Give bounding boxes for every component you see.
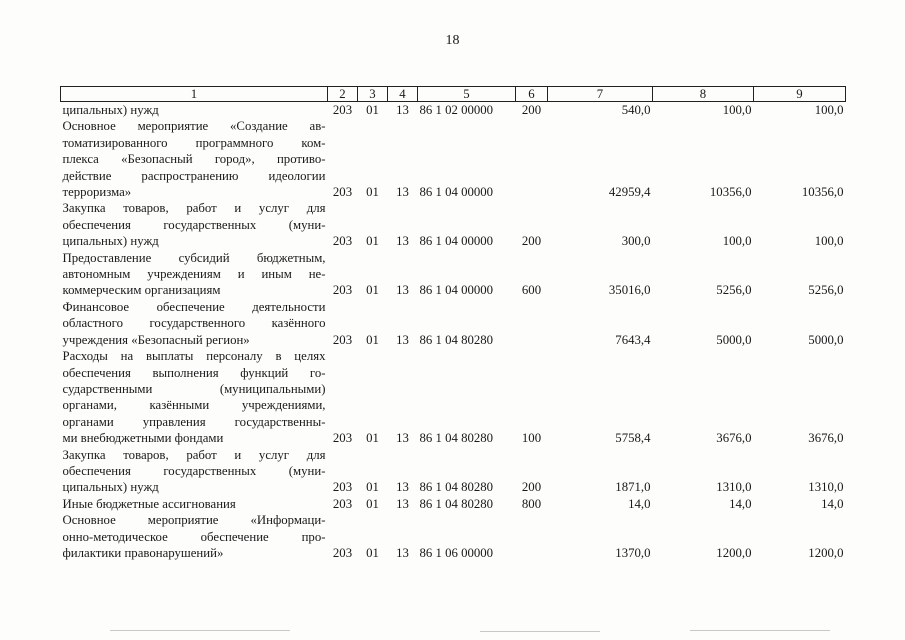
amount-year2: 1200,0: [716, 545, 752, 560]
expense-type-code: [516, 512, 548, 561]
subsection-code: 13: [396, 431, 409, 446]
target-article-code: 86 1 04 80280: [419, 431, 494, 446]
admin-code: 203: [332, 545, 353, 560]
table-row: [61, 512, 846, 561]
subsection-code: 13: [396, 103, 409, 117]
amount-year1: 1370,0: [615, 545, 651, 560]
scan-artifact: [110, 630, 290, 631]
header-row: [61, 87, 846, 102]
description-line: Закупка товаров, работ и услуг для: [62, 201, 326, 216]
table-row: [61, 447, 846, 496]
description-line: Расходы на выплаты персоналу в целях: [62, 349, 326, 364]
section-code: 01: [366, 103, 379, 117]
subsection-code: 13: [396, 480, 409, 495]
table-row: [61, 496, 846, 512]
section-code: 01: [366, 185, 379, 200]
description-line: томатизированного программного ком-: [62, 135, 326, 150]
amount-year1: 42959,4: [608, 185, 651, 200]
admin-code: 203: [332, 185, 353, 200]
target-article-code: 86 1 04 80280: [419, 480, 494, 495]
description-line: Финансовое обеспечение деятельности: [62, 299, 326, 314]
table-body: [61, 102, 846, 562]
amount-year2: 5256,0: [716, 283, 752, 298]
amount-year3: 5256,0: [808, 283, 844, 298]
header-cell-5: 5: [418, 87, 516, 102]
description-line: ципальных) нужд: [62, 234, 159, 249]
description-line: коммерческим организациям: [62, 283, 221, 298]
amount-year2: 100,0: [722, 234, 752, 249]
description-line: областного государственного казённого: [62, 316, 326, 331]
amount-year2: 10356,0: [709, 185, 752, 200]
amount-year2: 100,0: [722, 103, 752, 117]
row-description: [61, 102, 328, 119]
row-description: [61, 496, 328, 512]
page-number: 18: [445, 33, 460, 48]
admin-code: 203: [332, 431, 353, 446]
amount-year1: 300,0: [621, 234, 651, 249]
description-line: органами управления государственны-: [62, 414, 326, 429]
table-row: [61, 102, 846, 119]
amount-year3: 10356,0: [801, 185, 844, 200]
row-description: [61, 200, 328, 249]
header-cell-6: 6: [516, 87, 548, 102]
description-line: терроризма»: [62, 185, 132, 200]
target-article-code: 86 1 02 00000: [419, 103, 494, 117]
amount-year1: 5758,4: [615, 431, 651, 446]
header-cell-2: 2: [328, 87, 358, 102]
expense-type-code: 600: [521, 283, 542, 298]
description-line: автономным учреждениям и иным не-: [62, 267, 326, 282]
row-description: [61, 299, 328, 348]
amount-year3: 100,0: [814, 234, 844, 249]
amount-year1: 14,0: [628, 496, 651, 511]
row-description: [61, 512, 328, 561]
expense-type-code: 200: [521, 480, 542, 495]
description-line: обеспечения государственных (муни-: [62, 463, 326, 478]
budget-table: [60, 86, 846, 561]
section-code: 01: [366, 545, 379, 560]
expense-type-code: 800: [521, 496, 542, 511]
description-line: действие распространению идеологии: [62, 168, 326, 183]
amount-year2: 3676,0: [716, 431, 752, 446]
description-line: обеспечения выполнения функций го-: [62, 365, 326, 380]
amount-year1: 7643,4: [615, 332, 651, 347]
amount-year3: 5000,0: [808, 332, 844, 347]
expense-type-code: [516, 118, 548, 200]
target-article-code: 86 1 04 80280: [419, 496, 494, 511]
description-line: ципальных) нужд: [62, 103, 159, 117]
description-line: сударственными (муниципальными): [62, 381, 326, 396]
description-line: Предоставление субсидий бюджетным,: [62, 250, 326, 265]
description-line: обеспечения государственных (муни-: [62, 217, 326, 232]
subsection-code: 13: [396, 234, 409, 249]
admin-code: 203: [332, 283, 353, 298]
subsection-code: 13: [396, 185, 409, 200]
amount-year3: 1310,0: [808, 480, 844, 495]
header-cell-3: 3: [358, 87, 388, 102]
target-article-code: 86 1 04 00000: [419, 185, 494, 200]
subsection-code: 13: [396, 332, 409, 347]
table-row: [61, 250, 846, 299]
expense-type-code: [516, 299, 548, 348]
admin-code: 203: [332, 103, 353, 117]
description-line: Иные бюджетные ассигнования: [62, 496, 236, 511]
header-cell-7: 7: [548, 87, 653, 102]
expense-type-code: 100: [521, 431, 542, 446]
amount-year3: 3676,0: [808, 431, 844, 446]
amount-year3: 1200,0: [808, 545, 844, 560]
amount-year1: 1871,0: [615, 480, 651, 495]
subsection-code: 13: [396, 496, 409, 511]
admin-code: 203: [332, 496, 353, 511]
description-line: ципальных) нужд: [62, 480, 159, 495]
header-cell-8: 8: [653, 87, 754, 102]
amount-year1: 540,0: [621, 103, 651, 117]
subsection-code: 13: [396, 545, 409, 560]
table-row: [61, 118, 846, 200]
row-description: [61, 447, 328, 496]
admin-code: 203: [332, 234, 353, 249]
target-article-code: 86 1 06 00000: [419, 545, 494, 560]
target-article-code: 86 1 04 00000: [419, 234, 494, 249]
amount-year3: 14,0: [821, 496, 844, 511]
amount-year2: 14,0: [729, 496, 752, 511]
admin-code: 203: [332, 332, 353, 347]
section-code: 01: [366, 496, 379, 511]
header-cell-4: 4: [388, 87, 418, 102]
section-code: 01: [366, 234, 379, 249]
amount-year3: 100,0: [814, 103, 844, 117]
amount-year2: 1310,0: [716, 480, 752, 495]
table-row: [61, 299, 846, 348]
table-row: [61, 200, 846, 249]
row-description: [61, 348, 328, 446]
description-line: плекса «Безопасный город», противо-: [62, 152, 326, 167]
section-code: 01: [366, 480, 379, 495]
description-line: Основное мероприятие «Создание ав-: [62, 119, 326, 134]
target-article-code: 86 1 04 80280: [419, 332, 494, 347]
description-line: Закупка товаров, работ и услуг для: [62, 447, 326, 462]
header-cell-9: 9: [754, 87, 846, 102]
subsection-code: 13: [396, 283, 409, 298]
description-line: филактики правонарушений»: [62, 545, 224, 560]
scan-artifact: [690, 630, 830, 631]
section-code: 01: [366, 431, 379, 446]
section-code: 01: [366, 332, 379, 347]
description-line: ми внебюджетными фондами: [62, 431, 224, 446]
target-article-code: 86 1 04 00000: [419, 283, 494, 298]
description-line: учреждения «Безопасный регион»: [62, 332, 250, 347]
row-description: [61, 118, 328, 200]
table-row: [61, 348, 846, 446]
header-cell-1: 1: [61, 87, 328, 102]
amount-year2: 5000,0: [716, 332, 752, 347]
description-line: онно-методическое обеспечение про-: [62, 529, 326, 544]
expense-type-code: 200: [521, 103, 542, 117]
amount-year1: 35016,0: [608, 283, 651, 298]
expense-type-code: 200: [521, 234, 542, 249]
scan-artifact: [480, 631, 600, 632]
section-code: 01: [366, 283, 379, 298]
row-description: [61, 250, 328, 299]
description-line: органами, казёнными учреждениями,: [62, 398, 326, 413]
description-line: Основное мероприятие «Информаци-: [62, 513, 326, 528]
admin-code: 203: [332, 480, 353, 495]
